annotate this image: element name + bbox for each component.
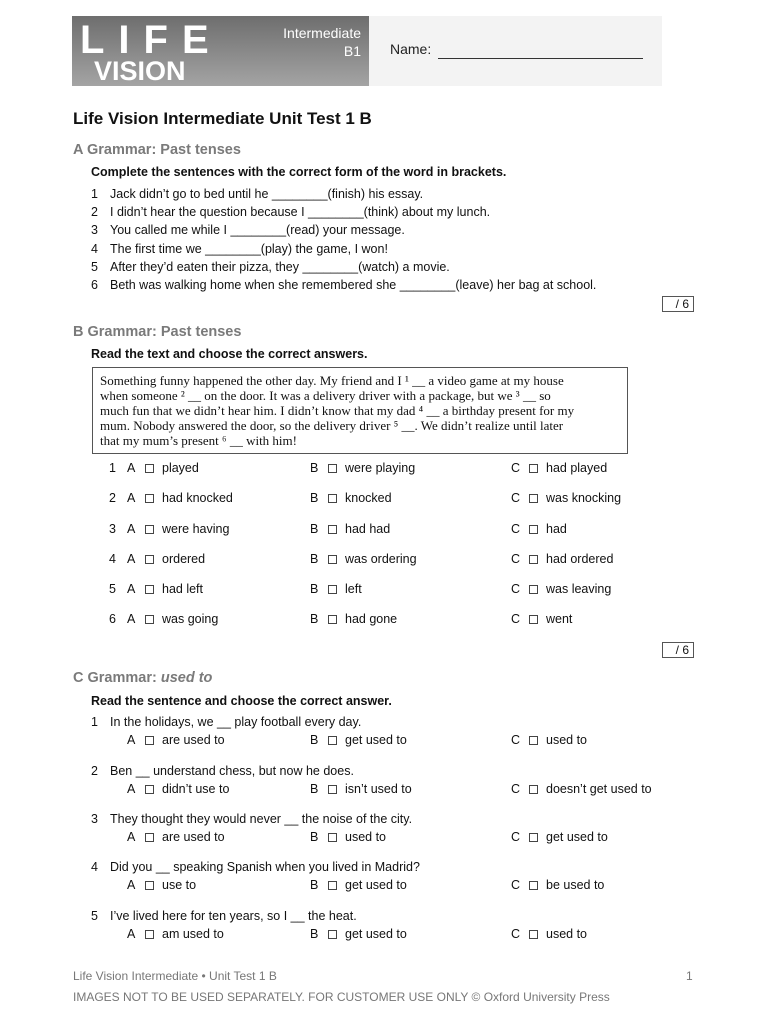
section-c-heading xyxy=(73,670,212,686)
reading-text-line: when someone ² __ on the door. It was a delivery driver with a package, but we ³ __ so xyxy=(100,388,551,403)
question-number: 3 xyxy=(91,223,98,237)
checkbox-icon[interactable] xyxy=(328,464,337,473)
checkbox-icon[interactable] xyxy=(529,785,538,794)
option-letter: B xyxy=(310,782,319,796)
checkbox-icon[interactable] xyxy=(529,494,538,503)
reading-text-line: mum. Nobody answered the door, so the delivery driver ⁵ __. We didn’t realize until later xyxy=(100,418,564,433)
option-a[interactable] xyxy=(127,491,233,505)
option-letter: A xyxy=(127,782,136,796)
option-b[interactable] xyxy=(310,612,397,626)
section-a-sentence xyxy=(91,223,405,237)
option-text: used to xyxy=(546,733,588,747)
answer-options-row xyxy=(0,552,768,568)
answer-options-row xyxy=(0,582,768,598)
option-letter: A xyxy=(127,582,136,596)
question-number: 1 xyxy=(91,187,98,201)
option-a[interactable] xyxy=(127,552,205,566)
checkbox-icon[interactable] xyxy=(145,881,154,890)
option-a[interactable] xyxy=(127,830,225,844)
option-letter: C xyxy=(511,552,521,566)
checkbox-icon[interactable] xyxy=(328,494,337,503)
name-input-line[interactable] xyxy=(438,58,643,59)
option-a[interactable] xyxy=(127,461,199,475)
reading-text-line: much fun that we didn’t hear him. I didn’t know that my dad ⁴ __ a birthday present for my xyxy=(100,403,575,418)
section-c-heading-prefix: C Grammar: xyxy=(73,670,161,686)
question-number: 2 xyxy=(91,764,98,778)
section-c-question xyxy=(91,860,420,874)
option-letter: C xyxy=(511,491,521,505)
answer-options-row xyxy=(0,491,768,507)
option-b[interactable] xyxy=(310,830,386,844)
checkbox-icon[interactable] xyxy=(145,785,154,794)
checkbox-icon[interactable] xyxy=(529,930,538,939)
question-number: 5 xyxy=(91,260,98,274)
option-letter: A xyxy=(127,733,136,747)
option-c[interactable] xyxy=(511,582,611,596)
question-number: 4 xyxy=(91,242,98,256)
option-letter: B xyxy=(310,830,319,844)
option-text: was leaving xyxy=(546,582,612,596)
page-number: 1 xyxy=(686,969,693,983)
option-text: had left xyxy=(162,582,204,596)
option-text: isn’t used to xyxy=(345,782,412,796)
logo-life-text: LIFE xyxy=(80,18,223,62)
checkbox-icon[interactable] xyxy=(328,881,337,890)
checkbox-icon[interactable] xyxy=(328,525,337,534)
option-text: used to xyxy=(546,927,588,941)
option-text: ordered xyxy=(162,552,206,566)
question-number: 3 xyxy=(91,812,98,826)
section-c-heading-italic: used to xyxy=(160,670,213,686)
option-letter: B xyxy=(310,552,319,566)
checkbox-icon[interactable] xyxy=(328,833,337,842)
logo-vision-text: VISION xyxy=(94,56,186,86)
reading-text-line: that my mum’s present ⁶ __ with him! xyxy=(100,433,297,448)
option-c[interactable] xyxy=(511,552,613,566)
checkbox-icon[interactable] xyxy=(328,736,337,745)
section-c-instruction: Read the sentence and choose the correct answer. xyxy=(91,694,392,708)
checkbox-icon[interactable] xyxy=(529,555,538,564)
checkbox-icon[interactable] xyxy=(145,525,154,534)
checkbox-icon[interactable] xyxy=(529,585,538,594)
option-letter: C xyxy=(511,830,521,844)
footer-title: Life Vision Intermediate • Unit Test 1 B xyxy=(73,969,277,983)
checkbox-icon[interactable] xyxy=(145,494,154,503)
option-c[interactable] xyxy=(511,461,607,475)
level-label xyxy=(283,24,361,60)
section-a-sentence xyxy=(91,278,596,292)
header-banner xyxy=(72,16,662,86)
option-a[interactable] xyxy=(127,522,229,536)
option-text: used to xyxy=(345,830,387,844)
option-text: get used to xyxy=(546,830,608,844)
option-text: get used to xyxy=(345,878,407,892)
question-number: 6 xyxy=(109,612,116,626)
checkbox-icon[interactable] xyxy=(145,464,154,473)
option-c[interactable] xyxy=(511,878,604,892)
option-text: had xyxy=(546,522,567,536)
option-text: get used to xyxy=(345,733,407,747)
option-letter: A xyxy=(127,552,136,566)
question-number: 6 xyxy=(91,278,98,292)
section-a-instruction: Complete the sentences with the correct form of the word in brackets. xyxy=(91,165,507,179)
question-number: 4 xyxy=(109,552,116,566)
option-text: had had xyxy=(345,522,391,536)
option-letter: C xyxy=(511,878,521,892)
option-b[interactable] xyxy=(310,782,412,796)
option-c[interactable] xyxy=(511,522,567,536)
level-code: B1 xyxy=(343,43,361,59)
checkbox-icon[interactable] xyxy=(328,615,337,624)
checkbox-icon[interactable] xyxy=(145,615,154,624)
option-text: didn’t use to xyxy=(162,782,230,796)
option-text: played xyxy=(162,461,199,475)
question-number: 4 xyxy=(91,860,98,874)
page-title: Life Vision Intermediate Unit Test 1 B xyxy=(73,109,372,128)
option-text: left xyxy=(345,582,362,596)
option-letter: A xyxy=(127,461,136,475)
question-number: 3 xyxy=(109,522,116,536)
section-a-score-box[interactable]: / 6 xyxy=(662,296,694,312)
sentence-text: You called me while I ________(read) your message. xyxy=(110,223,405,237)
section-a-sentence xyxy=(91,187,423,201)
checkbox-icon[interactable] xyxy=(145,833,154,842)
section-b-score-box[interactable]: / 6 xyxy=(662,642,694,658)
option-c[interactable] xyxy=(511,491,621,505)
option-letter: B xyxy=(310,491,319,505)
section-c-question xyxy=(91,812,412,826)
checkbox-icon[interactable] xyxy=(529,525,538,534)
option-b[interactable] xyxy=(310,461,415,475)
option-letter: B xyxy=(310,733,319,747)
option-text: had gone xyxy=(345,612,398,626)
option-letter: B xyxy=(310,461,319,475)
level-name: Intermediate xyxy=(283,25,361,41)
sentence-text: After they’d eaten their pizza, they ________(watch) a movie. xyxy=(110,260,450,274)
section-c-question xyxy=(91,764,354,778)
option-c[interactable] xyxy=(511,927,587,941)
option-c[interactable] xyxy=(511,733,587,747)
question-text: In the holidays, we __ play football every day. xyxy=(110,715,362,729)
option-text: was ordering xyxy=(345,552,417,566)
question-number: 2 xyxy=(109,491,116,505)
reading-text-line: Something funny happened the other day. My friend and I ¹ __ a video game at my house xyxy=(100,373,564,388)
answer-options-row xyxy=(0,461,768,477)
name-label: Name: xyxy=(390,41,432,57)
copyright-notice: IMAGES NOT TO BE USED SEPARATELY. FOR CUSTOMER USE ONLY © Oxford University Press xyxy=(73,990,610,1004)
question-number: 5 xyxy=(109,582,116,596)
answer-options-row xyxy=(0,733,768,749)
option-text: were having xyxy=(162,522,230,536)
option-b[interactable] xyxy=(310,582,362,596)
checkbox-icon[interactable] xyxy=(145,930,154,939)
option-letter: C xyxy=(511,782,521,796)
option-letter: C xyxy=(511,733,521,747)
option-a[interactable] xyxy=(127,927,224,941)
section-b-heading: B Grammar: Past tenses xyxy=(73,324,242,340)
answer-options-row xyxy=(0,522,768,538)
option-letter: A xyxy=(127,927,136,941)
option-b[interactable] xyxy=(310,522,390,536)
answer-options-row xyxy=(0,612,768,628)
option-a[interactable] xyxy=(127,782,229,796)
option-text: was going xyxy=(162,612,219,626)
option-letter: C xyxy=(511,461,521,475)
option-text: was knocking xyxy=(546,491,622,505)
life-vision-logo xyxy=(72,16,369,86)
option-text: had played xyxy=(546,461,608,475)
option-a[interactable] xyxy=(127,733,225,747)
checkbox-icon[interactable] xyxy=(529,881,538,890)
option-text: doesn’t get used to xyxy=(546,782,652,796)
answer-options-row xyxy=(0,782,768,798)
question-number: 5 xyxy=(91,909,98,923)
section-a-sentence xyxy=(91,260,450,274)
option-c[interactable] xyxy=(511,830,608,844)
question-text: I’ve lived here for ten years, so I __ the heat. xyxy=(110,909,357,923)
option-c[interactable] xyxy=(511,612,572,626)
answer-options-row xyxy=(0,878,768,894)
option-text: get used to xyxy=(345,927,407,941)
checkbox-icon[interactable] xyxy=(145,555,154,564)
option-letter: A xyxy=(127,491,136,505)
option-a[interactable] xyxy=(127,582,203,596)
checkbox-icon[interactable] xyxy=(529,615,538,624)
question-number: 1 xyxy=(91,715,98,729)
checkbox-icon[interactable] xyxy=(328,555,337,564)
sentence-text: I didn’t hear the question because I ________(think) about my lunch. xyxy=(110,205,491,219)
option-letter: B xyxy=(310,582,319,596)
option-b[interactable] xyxy=(310,733,407,747)
option-letter: B xyxy=(310,927,319,941)
question-text: They thought they would never __ the noise of the city. xyxy=(110,812,413,826)
option-a[interactable] xyxy=(127,878,196,892)
option-letter: A xyxy=(127,830,136,844)
option-letter: A xyxy=(127,522,136,536)
option-text: knocked xyxy=(345,491,392,505)
answer-options-row xyxy=(0,830,768,846)
option-text: use to xyxy=(162,878,197,892)
sentence-text: The first time we ________(play) the game, I won! xyxy=(110,242,388,256)
option-letter: C xyxy=(511,582,521,596)
option-letter: B xyxy=(310,878,319,892)
checkbox-icon[interactable] xyxy=(328,930,337,939)
section-a-heading: A Grammar: Past tenses xyxy=(73,142,241,158)
option-letter: C xyxy=(511,522,521,536)
option-c[interactable] xyxy=(511,782,652,796)
option-letter: B xyxy=(310,522,319,536)
option-text: am used to xyxy=(162,927,224,941)
question-text: Ben __ understand chess, but now he does. xyxy=(110,764,354,778)
option-text: went xyxy=(546,612,573,626)
option-b[interactable] xyxy=(310,552,417,566)
option-b[interactable] xyxy=(310,878,407,892)
section-a-sentence xyxy=(91,242,388,256)
question-number: 1 xyxy=(109,461,116,475)
checkbox-icon[interactable] xyxy=(529,833,538,842)
checkbox-icon[interactable] xyxy=(145,585,154,594)
option-letter: C xyxy=(511,612,521,626)
option-text: had ordered xyxy=(546,552,614,566)
option-text: were playing xyxy=(345,461,416,475)
checkbox-icon[interactable] xyxy=(328,585,337,594)
section-a-sentence xyxy=(91,205,490,219)
question-text: Did you __ speaking Spanish when you lived in Madrid? xyxy=(110,860,420,874)
checkbox-icon[interactable] xyxy=(328,785,337,794)
option-b[interactable] xyxy=(310,927,407,941)
checkbox-icon[interactable] xyxy=(529,464,538,473)
checkbox-icon[interactable] xyxy=(145,736,154,745)
option-a[interactable] xyxy=(127,612,218,626)
reading-text-box xyxy=(92,367,628,454)
option-letter: B xyxy=(310,612,319,626)
option-text: are used to xyxy=(162,733,225,747)
sentence-text: Jack didn’t go to bed until he ________(finish) his essay. xyxy=(110,187,424,201)
option-b[interactable] xyxy=(310,491,392,505)
section-c-question xyxy=(91,715,361,729)
section-c-question xyxy=(91,909,357,923)
checkbox-icon[interactable] xyxy=(529,736,538,745)
option-text: are used to xyxy=(162,830,225,844)
option-text: had knocked xyxy=(162,491,233,505)
option-letter: A xyxy=(127,878,136,892)
section-b-instruction: Read the text and choose the correct answers. xyxy=(91,347,368,361)
question-number: 2 xyxy=(91,205,98,219)
option-letter: C xyxy=(511,927,521,941)
option-letter: A xyxy=(127,612,136,626)
answer-options-row xyxy=(0,927,768,943)
option-text: be used to xyxy=(546,878,605,892)
sentence-text: Beth was walking home when she remembered she ________(leave) her bag at school. xyxy=(110,278,597,292)
